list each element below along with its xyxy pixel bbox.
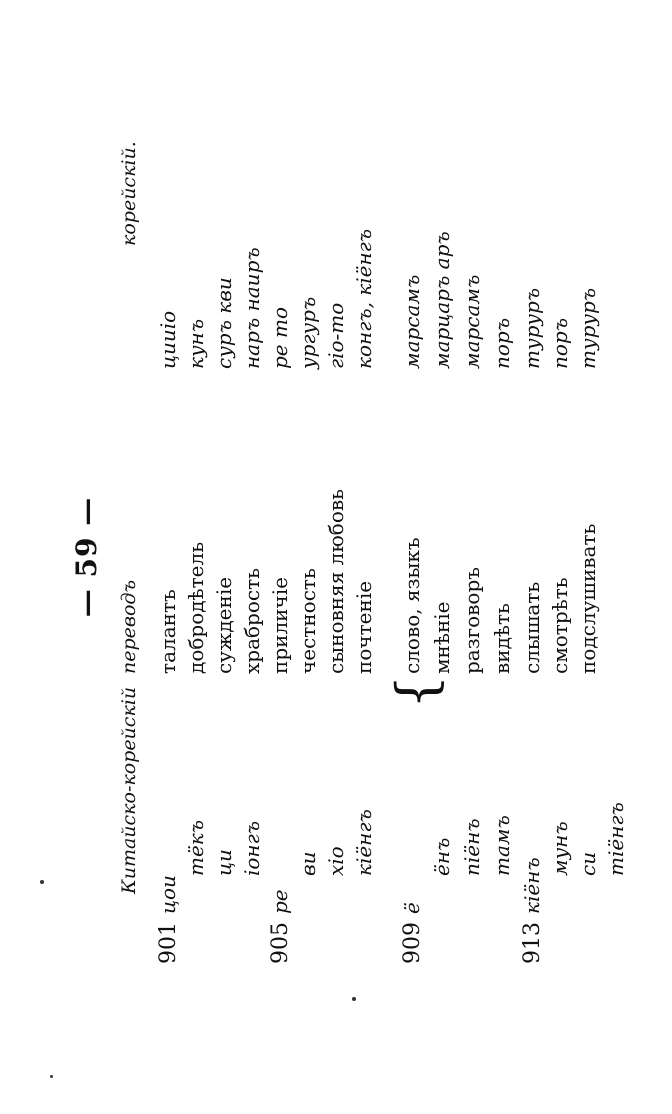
russian-translation: слово, языкъ: [400, 537, 424, 674]
sino-korean-word: ре: [268, 889, 292, 914]
print-speck: [352, 997, 356, 1001]
sino-korean-word: іонгъ: [240, 820, 264, 876]
word-row: [460, 0, 488, 1114]
print-speck: [40, 880, 44, 884]
word-row: [240, 0, 268, 1114]
korean-word: ургуръ: [296, 296, 320, 369]
sino-korean-word: тамъ: [490, 815, 514, 876]
sino-korean-word: тіёнгъ: [604, 802, 628, 876]
korean-word: ре то: [268, 306, 292, 369]
russian-translation: талантъ: [156, 589, 180, 674]
entry-number: 913: [520, 922, 545, 964]
russian-translation: подслушивать: [576, 523, 600, 674]
sino-korean-word: си: [576, 851, 600, 876]
entry-number: 909: [400, 922, 425, 964]
korean-word: марсамъ: [460, 274, 484, 369]
korean-word: поръ: [490, 317, 514, 369]
korean-word: туруръ: [520, 287, 544, 369]
russian-translation: честность: [296, 568, 320, 674]
sino-korean-word: ци: [212, 849, 236, 876]
entry-number: 905: [268, 922, 293, 964]
russian-translation: сыновняя любовь: [324, 488, 348, 674]
word-row: [400, 0, 428, 1114]
korean-word: кунъ: [184, 318, 208, 369]
sino-korean-word: тёкъ: [184, 819, 208, 876]
sino-korean-word: ё: [400, 902, 424, 914]
korean-word: цииіо: [156, 310, 180, 369]
header-korean: корейскій.: [118, 141, 140, 246]
russian-translation: храбрость: [240, 567, 264, 674]
word-row: [156, 0, 184, 1114]
korean-word: наръ наиръ: [240, 247, 264, 369]
korean-word: гіо-то: [324, 302, 348, 369]
russian-translation: мнѣніе: [430, 601, 454, 674]
russian-translation: разговоръ: [460, 567, 484, 674]
russian-translation: приличіе: [268, 577, 292, 674]
word-row: [352, 0, 380, 1114]
word-row: [296, 0, 324, 1114]
word-row: [604, 0, 632, 1114]
entry-number: 901: [156, 922, 181, 964]
page-number: — 59 —: [70, 496, 103, 618]
sino-korean-word: кіёнгъ: [352, 809, 376, 876]
word-row: [548, 0, 576, 1114]
sino-korean-word: мунъ: [548, 821, 572, 876]
russian-translation: смотрѣть: [548, 577, 572, 674]
russian-translation: почтеніе: [352, 580, 376, 674]
header-translation: переводъ: [118, 579, 140, 674]
sino-korean-word: кіёнъ: [520, 857, 544, 914]
sino-korean-word: ёнъ: [430, 837, 454, 876]
word-row: [430, 0, 458, 1114]
korean-word: марсамъ: [400, 274, 424, 369]
brace-mark: {: [385, 674, 448, 709]
russian-translation: сужденіе: [212, 576, 236, 674]
korean-word: суръ кви: [212, 277, 236, 369]
word-row: [324, 0, 352, 1114]
russian-translation: добродѣтель: [184, 541, 208, 674]
sino-korean-word: хіо: [324, 846, 348, 876]
print-speck: [50, 1075, 53, 1078]
word-row: [576, 0, 604, 1114]
russian-translation: видѣть: [490, 603, 514, 674]
sino-korean-word: піёнъ: [460, 818, 484, 876]
korean-word: поръ: [548, 317, 572, 369]
korean-word: конгъ, кіёнгъ: [352, 228, 376, 369]
word-row: [520, 0, 548, 1114]
korean-word: туруръ: [576, 287, 600, 369]
word-row: [490, 0, 518, 1114]
word-row: [184, 0, 212, 1114]
sino-korean-word: ви: [296, 851, 320, 876]
sino-korean-word: цои: [156, 875, 180, 914]
word-row: [268, 0, 296, 1114]
header-sino-korean: Китайско-корейскій: [118, 686, 140, 894]
korean-word: марцаръ аръ: [430, 231, 454, 369]
russian-translation: слышать: [520, 581, 544, 674]
word-row: [212, 0, 240, 1114]
